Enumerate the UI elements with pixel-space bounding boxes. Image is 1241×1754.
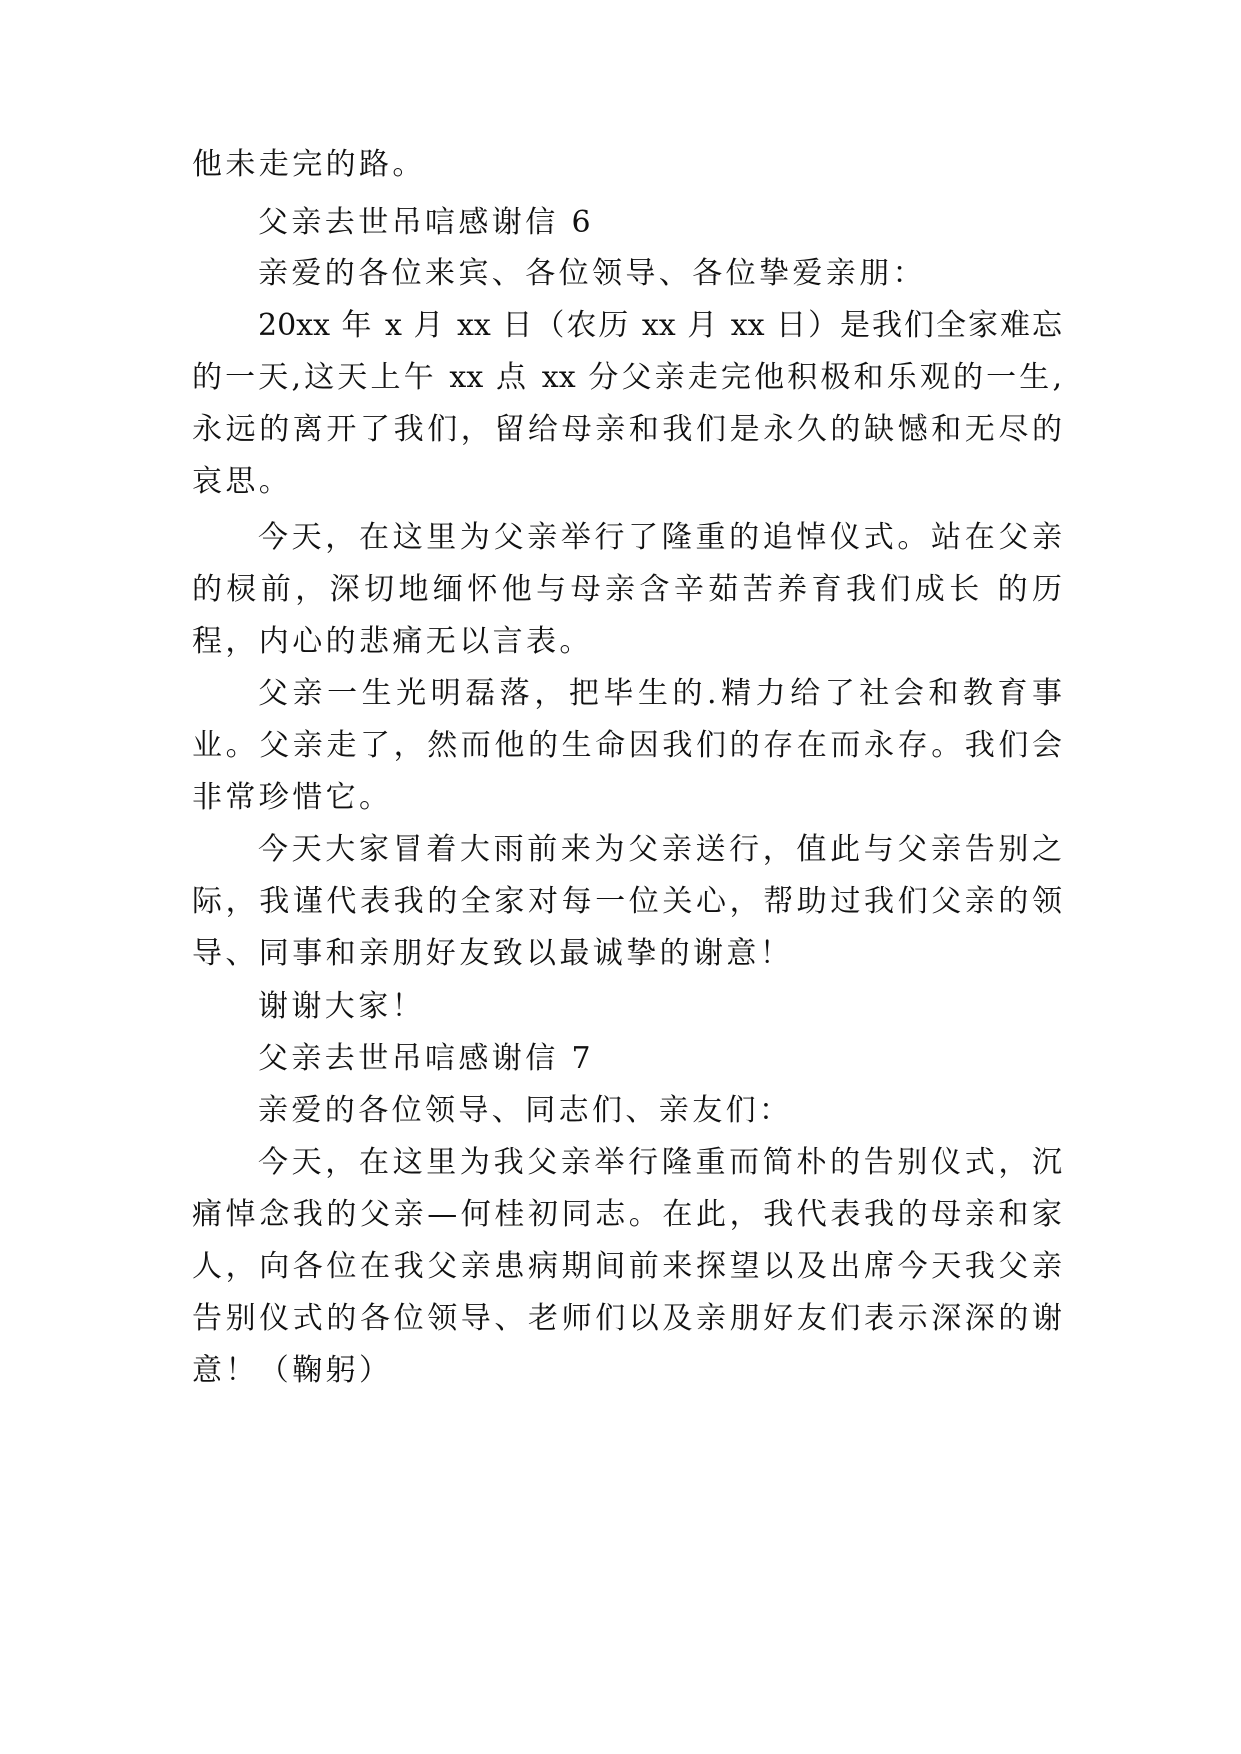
- paragraph-line: 告别仪式的各位领导、老师们以及亲朋好友们表示深深的谢: [192, 1301, 1062, 1336]
- paragraph-line: 他未走完的路。: [192, 147, 426, 182]
- paragraph-line: 哀思。: [192, 464, 293, 499]
- paragraph-line: 永远的离开了我们，留给母亲和我们是永久的缺憾和无尽的: [192, 412, 1062, 447]
- paragraph-line: 的一天,这天上午 xx 点 xx 分父亲走完他积极和乐观的一生,: [192, 360, 1062, 395]
- section-title: 父亲去世吊唁感谢信 7: [258, 1041, 595, 1076]
- paragraph-line: 程，内心的悲痛无以言表。: [192, 624, 593, 659]
- paragraph-line: 今天，在这里为我父亲举行隆重而简朴的告别仪式，沉: [258, 1145, 1062, 1180]
- paragraph-line: 今天，在这里为父亲举行了隆重的追悼仪式。站在父亲: [258, 520, 1062, 555]
- paragraph-line: 的棂前，深切地缅怀他与母亲含辛茹苦养育我们成长 的历: [192, 572, 1062, 607]
- paragraph-line: 意！（鞠躬）: [192, 1353, 393, 1388]
- paragraph-line: 际，我谨代表我的全家对每一位关心，帮助过我们父亲的领: [192, 884, 1062, 919]
- paragraph-line: 今天大家冒着大雨前来为父亲送行，值此与父亲告别之: [258, 832, 1062, 867]
- paragraph-line: 非常珍惜它。: [192, 780, 393, 815]
- section-title: 父亲去世吊唁感谢信 6: [258, 205, 595, 240]
- paragraph-line: 痛悼念我的父亲—何桂初同志。在此，我代表我的母亲和家: [192, 1197, 1062, 1232]
- paragraph-line: 父亲一生光明磊落，把毕生的.精力给了社会和教育事: [258, 676, 1062, 711]
- closing-line: 谢谢大家！: [258, 989, 425, 1024]
- salutation: 亲爱的各位来宾、各位领导、各位挚爱亲朋：: [258, 256, 926, 291]
- paragraph-line: 业。父亲走了，然而他的生命因我们的存在而永存。我们会: [192, 728, 1062, 763]
- paragraph-line: 20xx 年 x 月 xx 日（农历 xx 月 xx 日）是我们全家难忘: [258, 308, 1062, 343]
- salutation: 亲爱的各位领导、同志们、亲友们：: [258, 1093, 793, 1128]
- paragraph-line: 导、同事和亲朋好友致以最诚挚的谢意！: [192, 936, 794, 971]
- paragraph-line: 人，向各位在我父亲患病期间前来探望以及出席今天我父亲: [192, 1249, 1062, 1284]
